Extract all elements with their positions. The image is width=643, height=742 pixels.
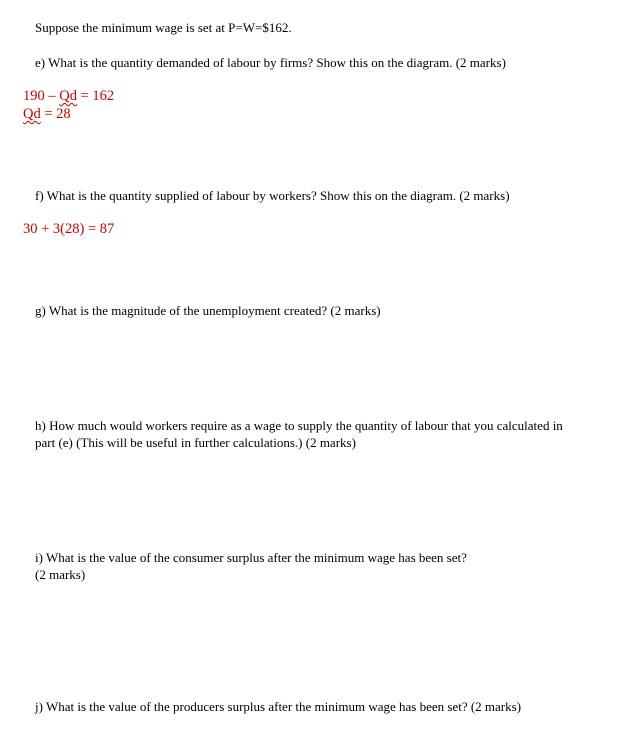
answer-e-line1-pre: 190 – [23,88,60,104]
question-f: f) What is the quantity supplied of labour by workers? Show this on the diagram. (2 marks) [35,188,510,203]
answer-e-line2-post: = 28 [40,106,71,122]
question-h-line1: h) How much would workers require as a wage to supply the quantity of labour that you calculated in [35,418,563,433]
question-i-line1: i) What is the value of the consumer surplus after the minimum wage has been set? [35,550,467,565]
answer-e-line2 [23,106,71,123]
answer-e-line2-var: Qd [23,106,41,122]
answer-e-line1 [23,88,114,105]
question-g: g) What is the magnitude of the unemployment created? (2 marks) [35,303,381,318]
question-i-line2: (2 marks) [35,567,86,582]
question-h-line2: part (e) (This will be useful in further calculations.) (2 marks) [35,435,356,450]
intro-text: Suppose the minimum wage is set at P=W=$162. [35,20,292,35]
question-e: e) What is the quantity demanded of labour by firms? Show this on the diagram. (2 marks) [35,55,506,70]
answer-f-line1: 30 + 3(28) = 87 [23,221,115,237]
answer-e-line1-var: Qd [59,88,77,104]
question-j: j) What is the value of the producers surplus after the minimum wage has been set? (2 marks) [35,699,522,714]
answer-e-line1-post: = 162 [76,88,115,104]
